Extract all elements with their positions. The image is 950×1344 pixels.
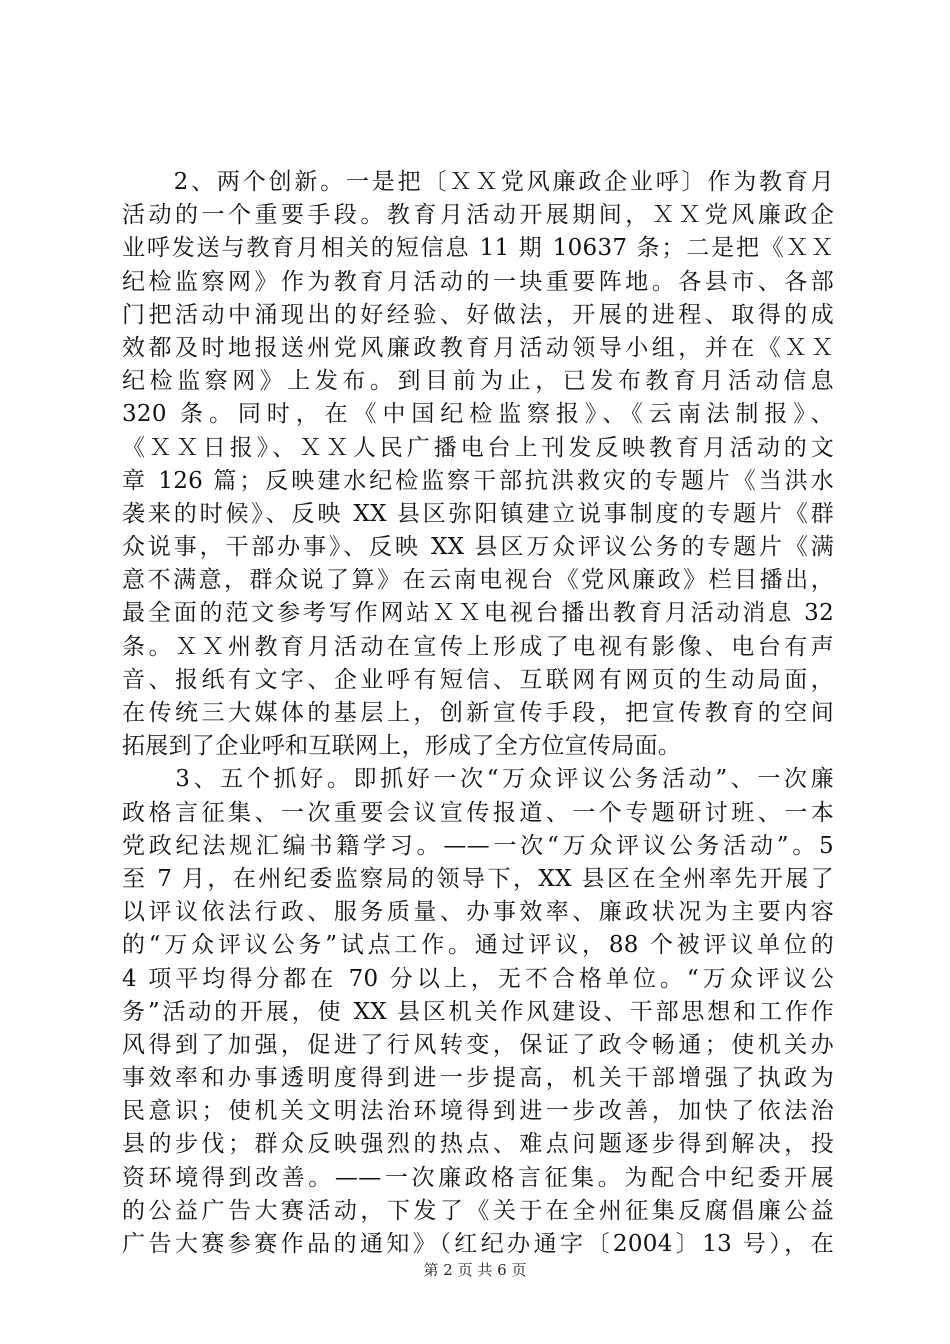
text-line: 广告大赛参赛作品的通知》（红纪办通字〔2004〕13 号），在 [122, 1231, 834, 1257]
text-line: 最全面的范文参考写作网站ＸＸ电视台播出教育月活动消息 32 [122, 600, 834, 627]
text-line: 至 7 月，在州纪委监察局的领导下，XX 县区在全州率先开展了 [122, 865, 834, 892]
text-line: 意不满意，群众说了算》在云南电视台《党风廉政》栏目播出， [122, 567, 834, 594]
text-line: 县的步伐；群众反映强烈的热点、难点问题逐步得到解决，投 [122, 1131, 834, 1158]
text-line: 民意识；使机关文明法治环境得到进一步改善，加快了依法治 [122, 1098, 834, 1125]
text-line: 320 条。同时，在《中国纪检监察报》、《云南法制报》、 [122, 401, 834, 428]
text-line: 以评议依法行政、服务质量、办事效率、廉政状况为主要内容 [122, 899, 834, 926]
text-line: 党政纪法规汇编书籍学习。——一次“万众评议公务活动”。5 [122, 832, 834, 859]
page-number-footer: 第 2 页 共 6 页 [423, 1261, 527, 1279]
text-line: 的“万众评议公务”试点工作。通过评议，88 个被评议单位的 [122, 932, 834, 959]
text-line: 拓展到了企业呼和互联网上，形成了全方位宣传局面。 [122, 733, 682, 760]
text-line: 风得到了加强，促进了行风转变，保证了政令畅通；使机关办 [122, 1031, 834, 1058]
text-line: 音、报纸有文字、企业呼有短信、互联网有网页的生动局面， [122, 666, 834, 693]
text-line: 3、五个抓好。即抓好一次“万众评议公务活动”、一次廉 [122, 766, 834, 793]
text-line: 条。ＸＸ州教育月活动在宣传上形成了电视有影像、电台有声 [122, 633, 834, 660]
text-line: 事效率和办事透明度得到进一步提高，机关干部增强了执政为 [122, 1065, 834, 1092]
text-line: 袭来的时候》、反映 XX 县区弥阳镇建立说事制度的专题片《群 [122, 500, 834, 527]
text-line: 在传统三大媒体的基层上，创新宣传手段，把宣传教育的空间 [122, 700, 834, 726]
body-text [122, 166, 834, 1261]
text-line: 务”活动的开展，使 XX 县区机关作风建设、干部思想和工作作 [122, 998, 834, 1025]
text-line: 纪检监察网》作为教育月活动的一块重要阵地。各县市、各部 [122, 268, 834, 295]
text-line: 的公益广告大赛活动，下发了《关于在全州征集反腐倡廉公益 [122, 1197, 834, 1224]
text-line: 章 126 篇；反映建水纪检监察干部抗洪救灾的专题片《当洪水 [122, 467, 834, 494]
text-line: 2、两个创新。一是把〔ＸＸ党风廉政企业呼〕作为教育月 [122, 169, 834, 195]
text-line: 门把活动中涌现出的好经验、好做法，开展的进程、取得的成 [122, 301, 834, 328]
text-line: 资环境得到改善。——一次廉政格言征集。为配合中纪委开展 [122, 1164, 834, 1191]
text-line: 活动的一个重要手段。教育月活动开展期间，ＸＸ党风廉政企 [122, 202, 834, 229]
text-line: 业呼发送与教育月相关的短信息 11 期 10637 条；二是把《ＸＸ [122, 235, 834, 262]
text-line: 政格言征集、一次重要会议宣传报道、一个专题研讨班、一本 [122, 799, 834, 826]
text-line: 《ＸＸ日报》、ＸＸ人民广播电台上刊发反映教育月活动的文 [122, 434, 834, 461]
text-line: 众说事，干部办事》、反映 XX 县区万众评议公务的专题片《满 [122, 534, 834, 561]
text-line: 4 项平均得分都在 70 分以上，无不合格单位。“万众评议公 [122, 965, 834, 992]
text-line: 纪检监察网》上发布。到目前为止，已发布教育月活动信息 [122, 368, 834, 395]
text-line: 效都及时地报送州党风廉政教育月活动领导小组，并在《ＸＸ [122, 334, 834, 361]
